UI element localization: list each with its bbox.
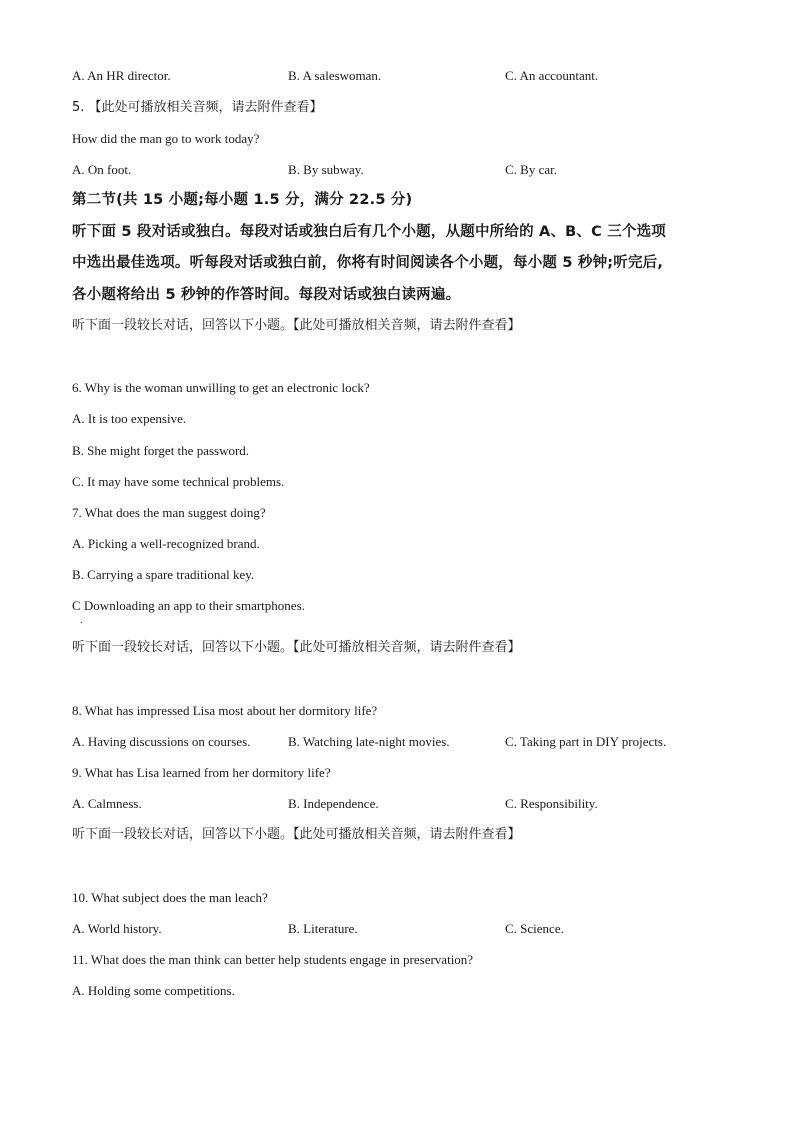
q4-option-b: B. A saleswoman. bbox=[288, 68, 382, 83]
dialogue2-prompt: 听下面一段较长对话，回答以下小题。【此处可播放相关音频，请去附件查看】 bbox=[72, 640, 521, 655]
q8-option-b: B. Watching late-night movies. bbox=[288, 734, 450, 749]
q8-question: 8. What has impressed Lisa most about her dormitory life? bbox=[72, 703, 378, 718]
q4-option-a: A. An HR director. bbox=[72, 68, 171, 83]
q7-option-b: B. Carrying a spare traditional key. bbox=[72, 567, 255, 582]
q5-option-c: C. By car. bbox=[505, 162, 557, 177]
q4-option-c: C. An accountant. bbox=[505, 68, 599, 83]
q9-option-c: C. Responsibility. bbox=[505, 796, 598, 811]
stray-mark: . bbox=[80, 615, 83, 626]
q5-option-a: A. On foot. bbox=[72, 162, 132, 177]
q8-option-c: C. Taking part in DIY projects. bbox=[505, 734, 667, 749]
q11-option-a: A. Holding some competitions. bbox=[72, 983, 235, 998]
q11-question: 11. What does the man think can better help students engage in preservation? bbox=[72, 952, 474, 967]
q7-question: 7. What does the man suggest doing? bbox=[72, 505, 266, 520]
section2-heading: 第二节(共 15 小题;每小题 1.5 分，满分 22.5 分) bbox=[72, 192, 413, 208]
q9-option-b: B. Independence. bbox=[288, 796, 379, 811]
dialogue3-prompt: 听下面一段较长对话，回答以下小题。【此处可播放相关音频，请去附件查看】 bbox=[72, 827, 521, 842]
q6-option-b: B. She might forget the password. bbox=[72, 443, 250, 458]
q8-option-a: A. Having discussions on courses. bbox=[72, 734, 251, 749]
dialogue1-prompt: 听下面一段较长对话，回答以下小题。【此处可播放相关音频，请去附件查看】 bbox=[72, 318, 521, 333]
q7-option-a: A. Picking a well-recognized brand. bbox=[72, 536, 260, 551]
q10-option-b: B. Literature. bbox=[288, 921, 358, 936]
section2-instruction-2: 中选出最佳选项。听每段对话或独白前，你将有时间阅读各个小题，每小题 5 秒钟;听完后, bbox=[72, 255, 664, 271]
q5-question: How did the man go to work today? bbox=[72, 131, 260, 146]
q7-option-c: C Downloading an app to their smartphones. bbox=[72, 598, 305, 613]
q6-option-c: C. It may have some technical problems. bbox=[72, 474, 285, 489]
q10-question: 10. What subject does the man leach? bbox=[72, 890, 268, 905]
q6-question: 6. Why is the woman unwilling to get an electronic lock? bbox=[72, 380, 370, 395]
q9-question: 9. What has Lisa learned from her dormitory life? bbox=[72, 765, 331, 780]
q5-audio-note: 5. 【此处可播放相关音频，请去附件查看】 bbox=[72, 100, 323, 115]
section2-instruction-3: 各小题将给出 5 秒钟的作答时间。每段对话或独白读两遍。 bbox=[72, 287, 461, 303]
q10-option-c: C. Science. bbox=[505, 921, 564, 936]
section2-instruction-1: 听下面 5 段对话或独白。每段对话或独白后有几个小题，从题中所给的 A、B、C 三个选项 bbox=[72, 224, 666, 240]
q6-option-a: A. It is too expensive. bbox=[72, 411, 187, 426]
q10-option-a: A. World history. bbox=[72, 921, 162, 936]
q5-option-b: B. By subway. bbox=[288, 162, 364, 177]
q9-option-a: A. Calmness. bbox=[72, 796, 142, 811]
